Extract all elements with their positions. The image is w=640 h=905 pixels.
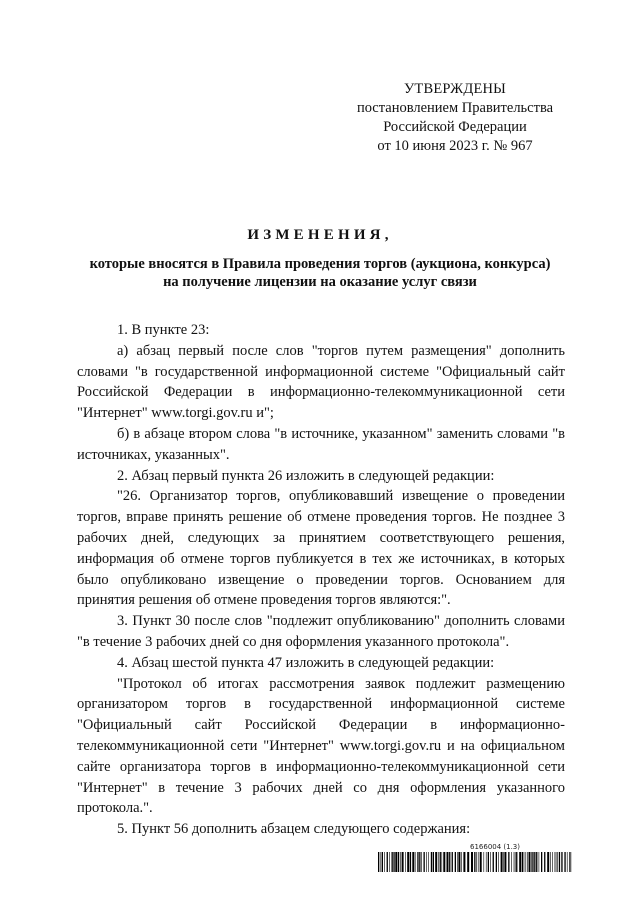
paragraph: "Протокол об итогах рассмотрения заявок подлежит размещению организатором торгов в государственной информационной системе "Официальный сайт Российской Федерации в информационно-телекоммуникационной сети "Интернет" www.torgi.gov.ru и на официальном сайте организатора торгов в информационно-телекоммуникационной сети "Интернет" в течение 3 рабочих дней со дня оформления указанного протокола.". xyxy=(77,675,565,817)
barcode xyxy=(378,852,572,872)
paragraph: а) абзац первый после слов "торгов путем размещения" дополнить словами "в государственной информационной системе "Официальный сайт Российской Федерации в информационно-телекоммуникационной сети "Интернет" www.torgi.gov.ru и"; xyxy=(77,342,565,422)
paragraph: 1. В пункте 23: xyxy=(117,322,210,338)
paragraph: б) в абзаце втором слова "в источнике, указанном" заменить словами "в источниках, указанных". xyxy=(77,425,565,463)
paragraph: 2. Абзац первый пункта 26 изложить в следующей редакции: xyxy=(117,467,495,484)
approval-line-country: Российской Федерации xyxy=(383,119,527,135)
subtitle-line-1: которые вносятся в Правила проведения торгов (аукциона, конкурса) xyxy=(89,256,551,272)
approval-line-date: от 10 июня 2023 г. № 967 xyxy=(377,138,533,154)
document-body xyxy=(77,320,565,840)
document-subtitle xyxy=(40,255,600,291)
paragraph: 3. Пункт 30 после слов "подлежит опубликованию" дополнить словами "в течение 3 рабочих дней со дня оформления указанного протокола". xyxy=(77,613,565,650)
barcode-number: 6166004 (1.3) xyxy=(470,843,520,851)
paragraph: "26. Организатор торгов, опубликовавший извещение о проведении торгов, вправе принять решение об отмене проведения торгов. Не позднее 3 рабочих дней, следующих за принятием соответствующего решения, информация об отмене торгов публикуется в тех же источниках, в которых было опубликовано извещение о проведении торгов. Основанием для принятия решения об отмене проведения торгов являются:". xyxy=(77,488,565,609)
approval-line-decree: постановлением Правительства xyxy=(356,100,554,116)
approval-block xyxy=(330,80,580,156)
approval-heading: УТВЕРЖДЕНЫ xyxy=(403,81,507,97)
subtitle-line-2: на получение лицензии на оказание услуг связи xyxy=(163,274,477,290)
paragraph: 4. Абзац шестой пункта 47 изложить в следующей редакции: xyxy=(117,654,495,671)
document-title: ИЗМЕНЕНИЯ, xyxy=(247,227,393,243)
paragraph: 5. Пункт 56 дополнить абзацем следующего содержания: xyxy=(117,821,471,838)
